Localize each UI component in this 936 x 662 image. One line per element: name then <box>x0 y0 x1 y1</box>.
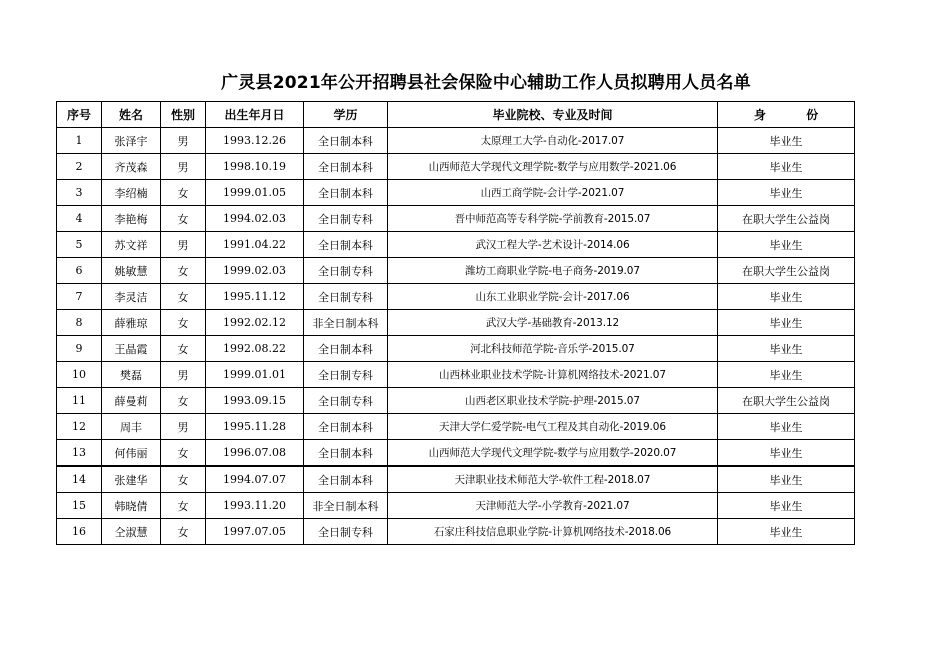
cell-no: 2 <box>57 154 102 180</box>
cell-identity: 在职大学生公益岗 <box>718 388 855 414</box>
cell-identity: 在职大学生公益岗 <box>718 258 855 284</box>
cell-no: 8 <box>57 310 102 336</box>
cell-school: 石家庄科技信息职业学院-计算机网络技术-2018.06 <box>388 519 718 545</box>
header-education: 学历 <box>304 102 388 128</box>
table-body <box>57 128 855 545</box>
cell-birth: 1998.10.19 <box>206 154 304 180</box>
cell-education: 全日制专科 <box>304 284 388 310</box>
cell-school: 山西师范大学现代文理学院-数学与应用数学-2021.06 <box>388 154 718 180</box>
cell-birth: 1993.09.15 <box>206 388 304 414</box>
cell-school: 天津职业技术师范大学-软件工程-2018.07 <box>388 466 718 493</box>
cell-education: 全日制专科 <box>304 388 388 414</box>
header-no: 序号 <box>57 102 102 128</box>
cell-identity: 毕业生 <box>718 128 855 154</box>
cell-no: 7 <box>57 284 102 310</box>
cell-gender: 男 <box>161 154 206 180</box>
cell-birth: 1999.01.01 <box>206 362 304 388</box>
cell-no: 13 <box>57 440 102 467</box>
cell-birth: 1992.08.22 <box>206 336 304 362</box>
cell-name: 李灵洁 <box>102 284 161 310</box>
cell-no: 16 <box>57 519 102 545</box>
cell-gender: 女 <box>161 206 206 232</box>
table-row <box>57 128 855 154</box>
cell-name: 姚敏慧 <box>102 258 161 284</box>
cell-education: 全日制专科 <box>304 519 388 545</box>
cell-name: 仝淑慧 <box>102 519 161 545</box>
cell-school: 武汉工程大学-艺术设计-2014.06 <box>388 232 718 258</box>
cell-birth: 1991.04.22 <box>206 232 304 258</box>
cell-no: 11 <box>57 388 102 414</box>
cell-name: 张泽宇 <box>102 128 161 154</box>
cell-identity: 毕业生 <box>718 493 855 519</box>
cell-birth: 1995.11.12 <box>206 284 304 310</box>
cell-gender: 女 <box>161 336 206 362</box>
cell-education: 全日制本科 <box>304 154 388 180</box>
cell-no: 4 <box>57 206 102 232</box>
cell-name: 周丰 <box>102 414 161 440</box>
cell-identity: 毕业生 <box>718 440 855 467</box>
cell-education: 全日制专科 <box>304 206 388 232</box>
cell-gender: 男 <box>161 362 206 388</box>
cell-gender: 男 <box>161 414 206 440</box>
cell-identity: 毕业生 <box>718 180 855 206</box>
cell-gender: 女 <box>161 466 206 493</box>
cell-school: 武汉大学-基础教育-2013.12 <box>388 310 718 336</box>
table-row <box>57 310 855 336</box>
cell-name: 薛曼莉 <box>102 388 161 414</box>
cell-identity: 毕业生 <box>718 310 855 336</box>
personnel-table <box>56 101 855 545</box>
table-row <box>57 414 855 440</box>
cell-identity: 毕业生 <box>718 284 855 310</box>
cell-identity: 毕业生 <box>718 336 855 362</box>
table-row <box>57 519 855 545</box>
cell-no: 15 <box>57 493 102 519</box>
cell-gender: 女 <box>161 440 206 467</box>
cell-education: 全日制本科 <box>304 180 388 206</box>
cell-gender: 女 <box>161 388 206 414</box>
cell-birth: 1996.07.08 <box>206 440 304 467</box>
cell-identity: 毕业生 <box>718 466 855 493</box>
table-row <box>57 258 855 284</box>
table-row <box>57 440 855 467</box>
table-row <box>57 362 855 388</box>
cell-identity: 毕业生 <box>718 414 855 440</box>
table-row <box>57 493 855 519</box>
cell-name: 李绍楠 <box>102 180 161 206</box>
cell-gender: 男 <box>161 232 206 258</box>
cell-gender: 男 <box>161 128 206 154</box>
table-header-row <box>57 102 855 128</box>
cell-education: 全日制本科 <box>304 232 388 258</box>
cell-no: 5 <box>57 232 102 258</box>
cell-school: 河北科技师范学院-音乐学-2015.07 <box>388 336 718 362</box>
cell-school: 天津师范大学-小学教育-2021.07 <box>388 493 718 519</box>
header-name: 姓名 <box>102 102 161 128</box>
cell-birth: 1999.02.03 <box>206 258 304 284</box>
cell-name: 薛雅琼 <box>102 310 161 336</box>
table-row <box>57 336 855 362</box>
cell-school: 山西林业职业技术学院-计算机网络技术-2021.07 <box>388 362 718 388</box>
table-row <box>57 180 855 206</box>
cell-name: 张建华 <box>102 466 161 493</box>
cell-school: 山西老区职业技术学院-护理-2015.07 <box>388 388 718 414</box>
cell-education: 全日制专科 <box>304 258 388 284</box>
table-row <box>57 388 855 414</box>
cell-education: 非全日制本科 <box>304 493 388 519</box>
cell-identity: 毕业生 <box>718 154 855 180</box>
cell-school: 太原理工大学-自动化-2017.07 <box>388 128 718 154</box>
header-identity <box>718 102 855 128</box>
cell-gender: 女 <box>161 519 206 545</box>
cell-birth: 1993.11.20 <box>206 493 304 519</box>
cell-birth: 1997.07.05 <box>206 519 304 545</box>
cell-name: 李艳梅 <box>102 206 161 232</box>
cell-education: 全日制本科 <box>304 336 388 362</box>
cell-education: 全日制本科 <box>304 466 388 493</box>
cell-birth: 1995.11.28 <box>206 414 304 440</box>
cell-name: 王晶霞 <box>102 336 161 362</box>
table-row <box>57 284 855 310</box>
cell-education: 非全日制本科 <box>304 310 388 336</box>
table-row <box>57 154 855 180</box>
cell-school: 天津大学仁爱学院-电气工程及其自动化-2019.06 <box>388 414 718 440</box>
cell-gender: 女 <box>161 258 206 284</box>
cell-school: 潍坊工商职业学院-电子商务-2019.07 <box>388 258 718 284</box>
cell-no: 12 <box>57 414 102 440</box>
cell-identity: 毕业生 <box>718 362 855 388</box>
header-identity-label: 身 份 <box>753 108 837 122</box>
cell-no: 9 <box>57 336 102 362</box>
table-row <box>57 206 855 232</box>
cell-gender: 女 <box>161 310 206 336</box>
cell-name: 韩晓倩 <box>102 493 161 519</box>
cell-identity: 毕业生 <box>718 232 855 258</box>
cell-school: 山西师范大学现代文理学院-数学与应用数学-2020.07 <box>388 440 718 467</box>
cell-no: 6 <box>57 258 102 284</box>
cell-gender: 女 <box>161 180 206 206</box>
cell-gender: 女 <box>161 284 206 310</box>
table-row <box>57 466 855 493</box>
cell-education: 全日制专科 <box>304 362 388 388</box>
cell-birth: 1992.02.12 <box>206 310 304 336</box>
cell-no: 14 <box>57 466 102 493</box>
cell-birth: 1994.07.07 <box>206 466 304 493</box>
cell-name: 苏文祥 <box>102 232 161 258</box>
table-row <box>57 232 855 258</box>
header-gender: 性别 <box>161 102 206 128</box>
header-school: 毕业院校、专业及时间 <box>388 102 718 128</box>
cell-school: 晋中师范高等专科学院-学前教育-2015.07 <box>388 206 718 232</box>
cell-school: 山东工业职业学院-会计-2017.06 <box>388 284 718 310</box>
document-title: 广灵县2021年公开招聘县社会保险中心辅助工作人员拟聘用人员名单 <box>221 73 751 93</box>
cell-identity: 在职大学生公益岗 <box>718 206 855 232</box>
cell-birth: 1994.02.03 <box>206 206 304 232</box>
cell-no: 1 <box>57 128 102 154</box>
cell-name: 齐茂森 <box>102 154 161 180</box>
cell-no: 10 <box>57 362 102 388</box>
cell-no: 3 <box>57 180 102 206</box>
cell-identity: 毕业生 <box>718 519 855 545</box>
cell-education: 全日制本科 <box>304 440 388 467</box>
cell-gender: 女 <box>161 493 206 519</box>
cell-education: 全日制本科 <box>304 414 388 440</box>
cell-education: 全日制本科 <box>304 128 388 154</box>
cell-name: 樊磊 <box>102 362 161 388</box>
cell-school: 山西工商学院-会计学-2021.07 <box>388 180 718 206</box>
cell-name: 何伟丽 <box>102 440 161 467</box>
header-birth: 出生年月日 <box>206 102 304 128</box>
cell-birth: 1993.12.26 <box>206 128 304 154</box>
cell-birth: 1999.01.05 <box>206 180 304 206</box>
